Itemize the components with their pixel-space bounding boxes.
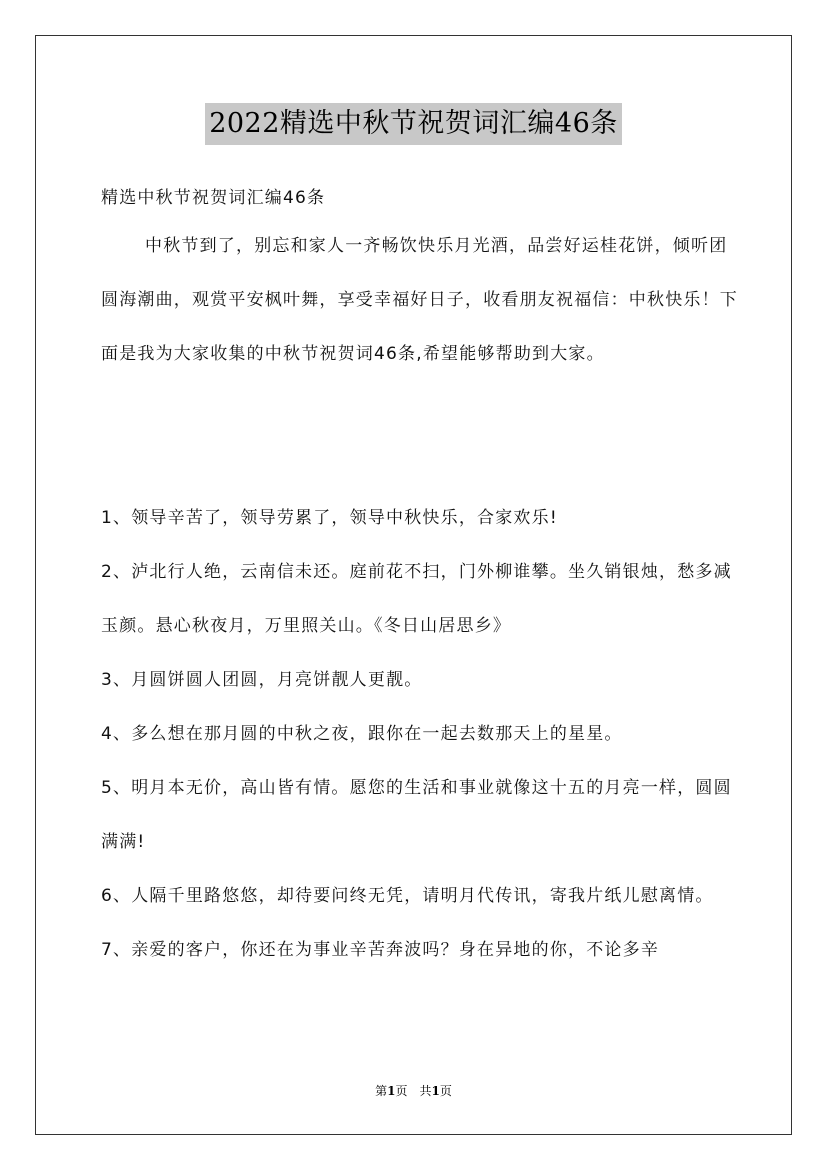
total-page-number: 1	[431, 1084, 440, 1098]
current-page-number: 1	[387, 1084, 396, 1098]
greetings-list	[101, 491, 741, 977]
list-item: 1、领导辛苦了，领导劳累了，领导中秋快乐，合家欢乐!	[101, 508, 558, 528]
document-subtitle: 精选中秋节祝贺词汇编46条	[101, 188, 326, 208]
title-container	[0, 103, 827, 145]
document-title: 2022精选中秋节祝贺词汇编46条	[205, 103, 622, 145]
list-item: 2、泸北行人绝，云南信未还。庭前花不扫，门外柳谁攀。坐久销银烛，愁多减玉颜。悬心秋夜月，万里照关山。《冬日山居思乡》	[101, 562, 732, 636]
list-item: 4、多么想在那月圆的中秋之夜，跟你在一起去数那天上的星星。	[101, 724, 623, 744]
intro-paragraph: 中秋节到了，别忘和家人一齐畅饮快乐月光酒，品尝好运桂花饼，倾听团圆海潮曲，观赏平安枫叶舞，享受幸福好日子，收看朋友祝福信：中秋快乐！下面是我为大家收集的中秋节祝贺词46条,希望能够帮助到大家。	[101, 236, 738, 364]
page-footer	[0, 1082, 827, 1099]
footer-prefix: 第	[375, 1084, 388, 1098]
list-item: 7、亲爱的客户，你还在为事业辛苦奔波吗？身在异地的你，不论多辛	[101, 940, 660, 960]
list-item: 5、明月本无价，高山皆有情。愿您的生活和事业就像这十五的月亮一样，圆圆满满!	[101, 778, 732, 852]
list-item: 6、人隔千里路悠悠，却待要问终无凭，请明月代传讯，寄我片纸儿慰离情。	[101, 886, 714, 906]
footer-suffix: 页	[439, 1084, 452, 1098]
footer-mid: 页 共	[395, 1084, 432, 1098]
list-item: 3、月圆饼圆人团圆，月亮饼靓人更靓。	[101, 670, 423, 690]
